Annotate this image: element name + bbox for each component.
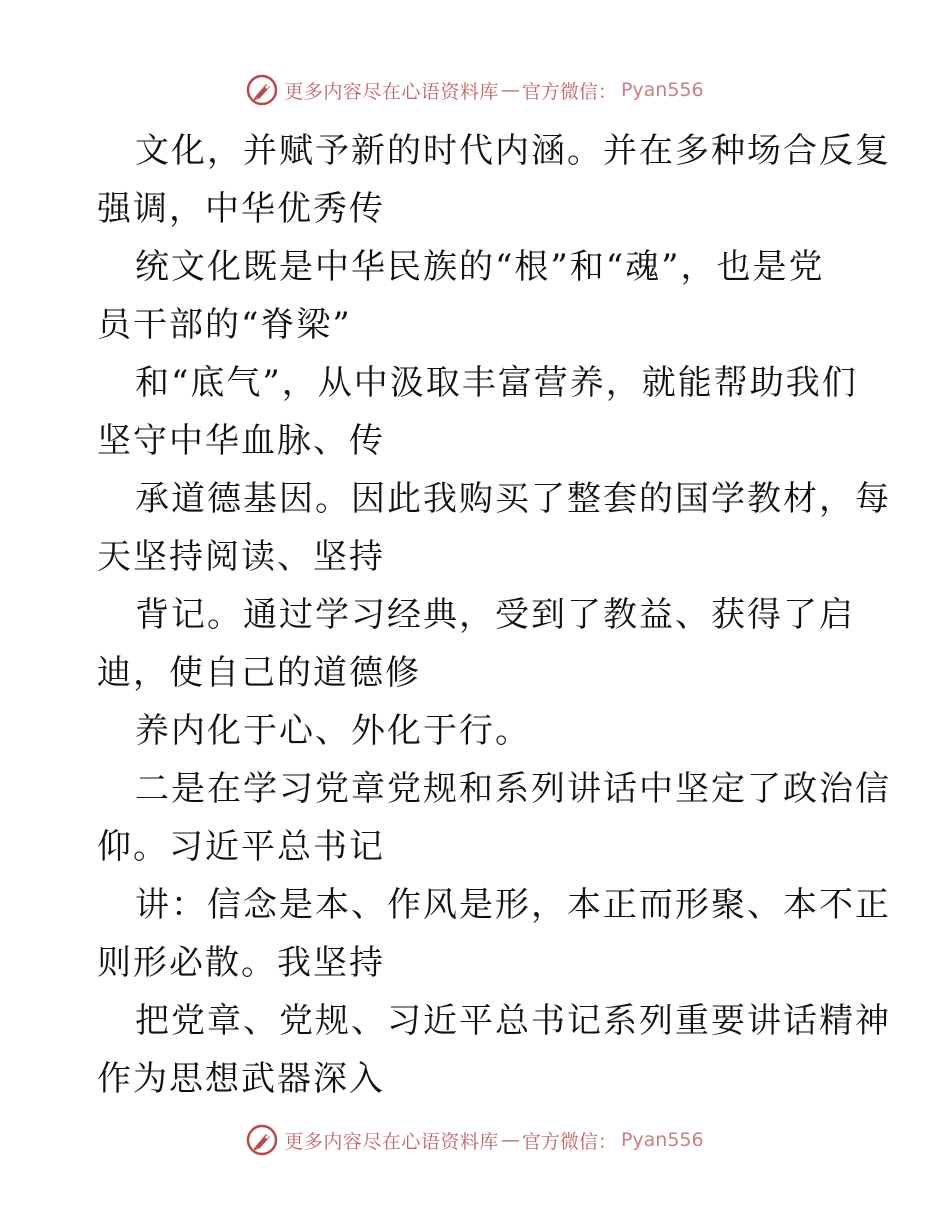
text-line: 统文化既是中华民族的“根”和“魂”，也是党 bbox=[135, 247, 825, 287]
header-banner bbox=[0, 72, 950, 108]
text-line: 讲：信念是本、作风是形，本正而形聚、本不正 bbox=[135, 885, 891, 925]
header-site-text: 更多内容尽在心语资料库 bbox=[284, 80, 499, 103]
header-wechat-id: Pyan556 bbox=[620, 79, 704, 101]
footer-site-text: 更多内容尽在心语资料库 bbox=[284, 1130, 499, 1153]
pen-nib-logo-icon bbox=[246, 74, 278, 106]
text-line: 仰。习近平总书记 bbox=[97, 827, 385, 867]
text-line: 二是在学习党章党规和系列讲话中坚定了政治信 bbox=[135, 769, 891, 809]
text-line: 作为思想武器深入 bbox=[97, 1059, 385, 1099]
text-line: 把党章、党规、习近平总书记系列重要讲话精神 bbox=[135, 1001, 891, 1041]
header-wechat-label: 官方微信： bbox=[521, 80, 617, 103]
text-line: 坚守中华血脉、传 bbox=[97, 421, 385, 461]
document-body bbox=[97, 122, 891, 1108]
header-dash: — bbox=[500, 79, 520, 101]
text-line: 迪，使自己的道德修 bbox=[97, 653, 421, 693]
footer-wechat-label: 官方微信： bbox=[521, 1130, 617, 1153]
footer-banner bbox=[0, 1122, 950, 1158]
pen-nib-logo-icon bbox=[246, 1124, 278, 1156]
text-line: 文化，并赋予新的时代内涵。并在多种场合反复 bbox=[135, 131, 891, 171]
text-line: 背记。通过学习经典，受到了教益、获得了启 bbox=[135, 595, 855, 635]
footer-dash: — bbox=[500, 1129, 520, 1151]
text-line: 强调，中华优秀传 bbox=[97, 189, 385, 229]
text-line: 天坚持阅读、坚持 bbox=[97, 537, 385, 577]
footer-wechat-id: Pyan556 bbox=[620, 1129, 704, 1151]
text-line: 承道德基因。因此我购买了整套的国学教材，每 bbox=[135, 479, 891, 519]
text-line: 员干部的“脊梁” bbox=[97, 305, 352, 345]
text-line: 和“底气”，从中汲取丰富营养，就能帮助我们 bbox=[135, 363, 858, 403]
text-line: 养内化于心、外化于行。 bbox=[135, 711, 531, 751]
text-line: 则形必散。我坚持 bbox=[97, 943, 385, 983]
